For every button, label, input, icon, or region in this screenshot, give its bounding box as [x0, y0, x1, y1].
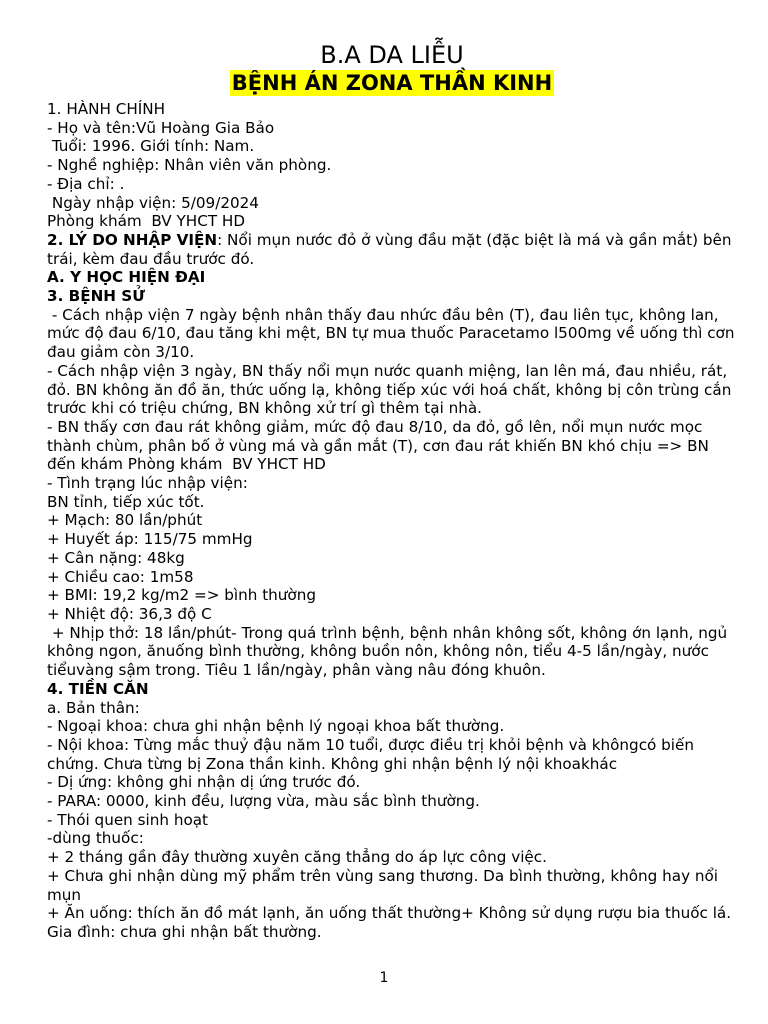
body-line: + Mạch: 80 lần/phút: [47, 511, 203, 530]
body-line: 1. HÀNH CHÍNH: [47, 100, 166, 118]
body-line: BN tỉnh, tiếp xúc tốt.: [47, 492, 205, 511]
body-line: + Chưa ghi nhận dùng mỹ phẩm trên vùng sang thương. Da bình thường, không hay nổi mụn: [47, 866, 723, 904]
subtitle-wrapper: [47, 70, 737, 96]
body-line: - Ngoại khoa: chưa ghi nhận bệnh lý ngoại khoa bất thường.: [47, 717, 505, 736]
body-line: -dùng thuốc:: [47, 829, 144, 848]
body-line: - Cách nhập viện 3 ngày, BN thấy nổi mụn nước quanh miệng, lan lên má, đau nhiều, rát, đỏ. BN không ăn đồ ăn, thức uống lạ, không tiếp xúc với hoá chất, không bị côn trùng cắn trước khi có triệu chứng, BN không xử trí gì thêm tại nhà.: [47, 361, 737, 418]
body-line: Phòng khám BV YHCT HD: [47, 212, 246, 231]
body-line: - Địa chỉ: .: [47, 174, 125, 193]
body-line: - Nghề nghiệp: Nhân viên văn phòng.: [47, 156, 332, 175]
section-heading: A. Y HỌC HIỆN ĐẠI: [47, 268, 206, 287]
page-number: 1: [379, 970, 389, 986]
body-line: + Nhiệt độ: 36,3 độ C: [47, 604, 212, 623]
body-line: + Chiều cao: 1m58: [47, 567, 194, 586]
body-line: a. Bản thân:: [47, 698, 140, 717]
body-line: - Tình trạng lúc nhập viện:: [47, 474, 248, 493]
document-subtitle-highlighted: BỆNH ÁN ZONA THẦN KINH: [231, 71, 553, 95]
body-line: - Thói quen sinh hoạt: [47, 810, 209, 829]
section-heading: 4. TIỀN CĂN: [47, 679, 149, 698]
body-line: + Huyết áp: 115/75 mmHg: [47, 530, 253, 549]
body-line: - Họ và tên:Vũ Hoàng Gia Bảo: [47, 118, 275, 137]
body-line: + Ăn uống: thích ăn đồ mát lạnh, ăn uống thất thường+ Không sử dụng rượu bia thuốc lá. Gia đình: chưa ghi nhận bất thường.: [47, 904, 736, 941]
body-line: + Nhịp thở: 18 lần/phút- Trong quá trình bệnh, bệnh nhân không sốt, không ớn lạnh, ngủ không ngon, ănuống bình thường, không buồn nôn, không nôn, tiểu 4-5 lần/ngày, nước tiểuvàng sậm trong. Tiêu 1 lần/ngày, phân vàng nâu đóng khuôn.: [47, 623, 732, 680]
section-text: : Nổi mụn nước đỏ ở vùng đầu mặt (đặc biệt là má và gần mắt) bên trái, kèm đau đầu trước đó.: [47, 230, 737, 268]
section-heading: 3. BỆNH SỬ: [47, 287, 145, 306]
body-line: Tuổi: 1996. Giới tính: Nam.: [47, 137, 255, 156]
body-line: - Nội khoa: Từng mắc thuỷ đậu năm 10 tuổi, được điều trị khỏi bệnh và khôngcó biến chứng. Chưa từng bị Zona thần kinh. Không ghi nhận bệnh lý nội khoakhác: [47, 735, 699, 773]
document-body: [47, 100, 740, 942]
body-line: - Cách nhập viện 7 ngày bệnh nhân thấy đau nhức đầu bên (T), đau liên tục, không lan, mức độ đau 6/10, đau tăng khi mệt, BN tự mua thuốc Paracetamo l500mg về uống thì cơn đau giảm còn 3/10.: [47, 305, 740, 362]
body-line: + Cân nặng: 48kg: [47, 548, 185, 567]
section-label: 2. LÝ DO NHẬP VIỆN: [47, 230, 218, 249]
body-line: + 2 tháng gần đây thường xuyên căng thẳng do áp lực công việc.: [47, 848, 547, 867]
body-line: - BN thấy cơn đau rát không giảm, mức độ đau 8/10, da đỏ, gồ lên, nổi mụn nước mọc thành chùm, phân bố ở vùng má và gần mắt (T), cơn đau rát khiến BN khó chịu => BN đến khám Phòng khám BV YHCT HD: [47, 417, 714, 474]
document-page: [47, 40, 740, 942]
body-line: [47, 231, 737, 268]
body-line: + BMI: 19,2 kg/m2 => bình thường: [47, 586, 316, 605]
body-line: - PARA: 0000, kinh đều, lượng vừa, màu sắc bình thường.: [47, 792, 480, 811]
body-line: Ngày nhập viện: 5/09/2024: [47, 193, 259, 212]
document-title: B.A DA LIỄU: [320, 41, 464, 69]
body-line: - Dị ứng: không ghi nhận dị ứng trước đó.: [47, 773, 361, 792]
